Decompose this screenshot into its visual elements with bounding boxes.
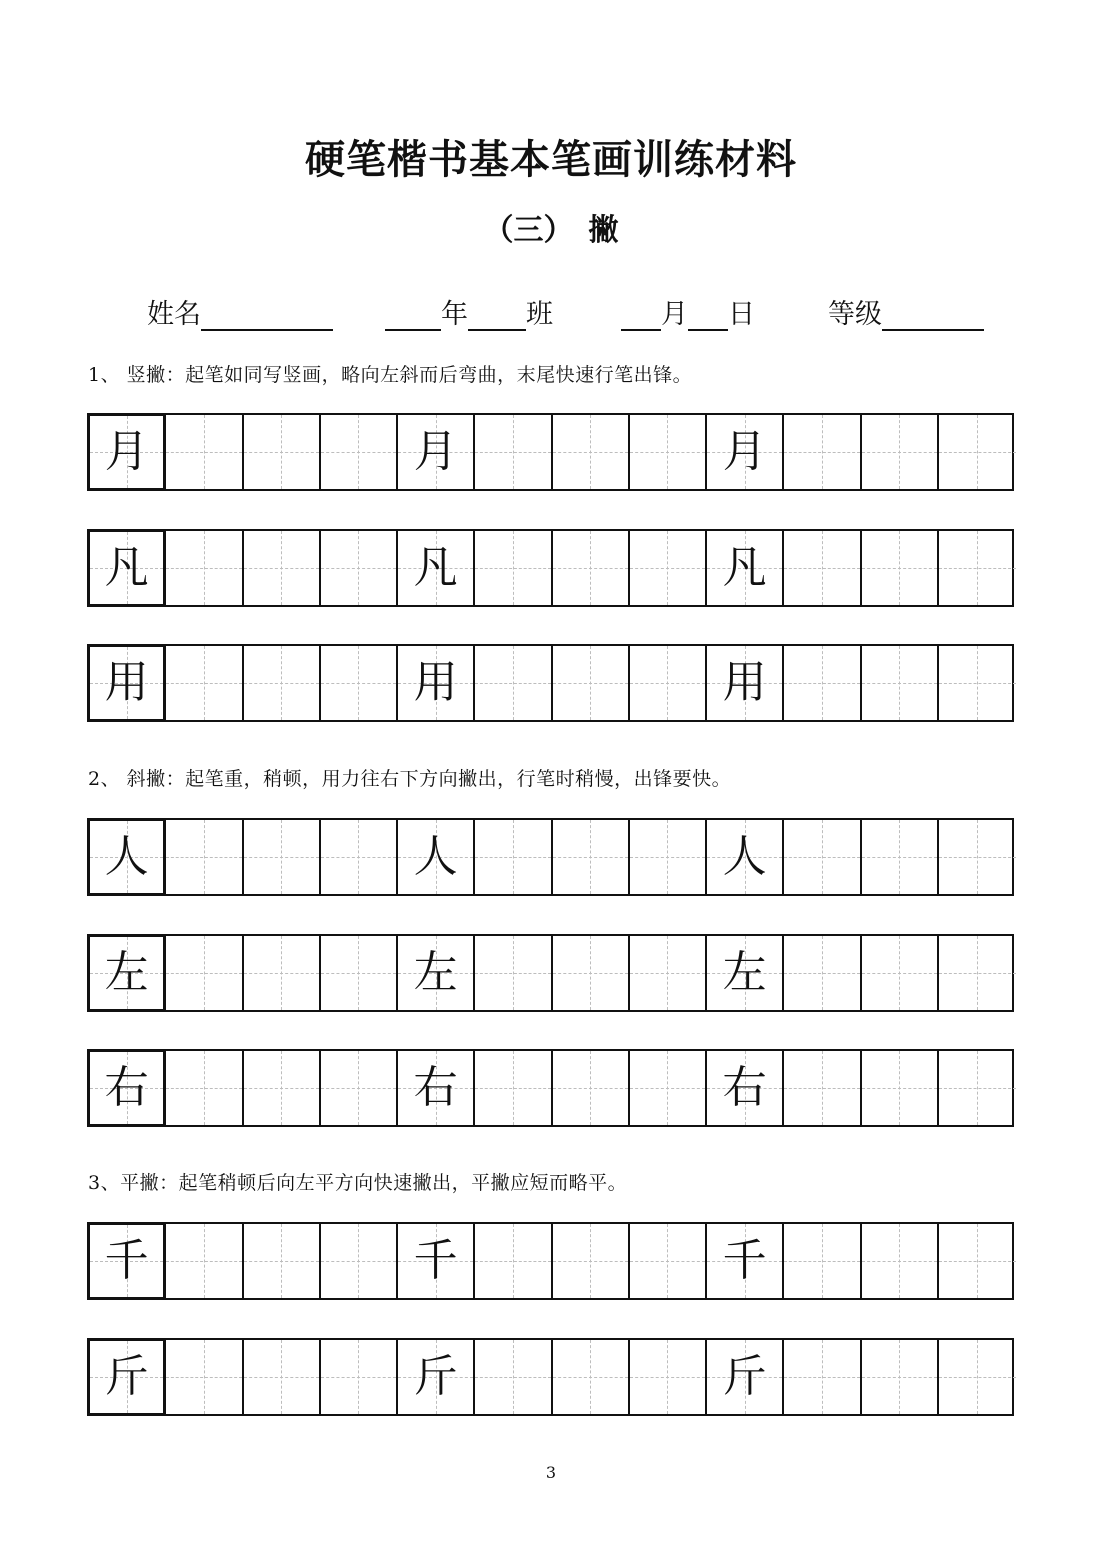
model-character: 左 xyxy=(413,947,458,998)
guide-line-vertical xyxy=(204,1224,205,1298)
practice-cell[interactable] xyxy=(630,415,707,489)
model-character: 右 xyxy=(722,1062,767,1113)
practice-cell[interactable] xyxy=(475,820,552,894)
page-title: 硬笔楷书基本笔画训练材料 xyxy=(305,137,797,183)
practice-cell[interactable] xyxy=(166,531,243,605)
practice-cell[interactable] xyxy=(244,1224,321,1298)
guide-line-vertical xyxy=(590,1051,591,1125)
level-label: 等级 xyxy=(828,299,882,330)
date-field[interactable] xyxy=(621,292,755,331)
model-character: 人 xyxy=(413,831,458,882)
model-character: 右 xyxy=(104,1062,149,1113)
model-character: 斤 xyxy=(413,1351,458,1402)
practice-cell[interactable] xyxy=(630,936,707,1010)
model-character: 千 xyxy=(413,1235,458,1286)
guide-line-vertical xyxy=(899,646,900,720)
practice-cell[interactable] xyxy=(707,1340,784,1414)
practice-cell[interactable] xyxy=(166,1340,243,1414)
practice-cell[interactable] xyxy=(862,1340,939,1414)
guide-line-vertical xyxy=(358,1051,359,1125)
practice-cell[interactable] xyxy=(707,646,784,720)
model-character: 斤 xyxy=(722,1351,767,1402)
guide-line-vertical xyxy=(204,646,205,720)
guide-line-vertical xyxy=(899,1340,900,1414)
model-character-cell[interactable] xyxy=(87,413,166,491)
model-character-cell[interactable] xyxy=(87,934,166,1012)
practice-cell[interactable] xyxy=(939,1340,1016,1414)
model-character-cell[interactable] xyxy=(87,1222,166,1300)
guide-line-vertical xyxy=(667,1224,668,1298)
practice-cell[interactable] xyxy=(630,1051,707,1125)
guide-line-vertical xyxy=(977,646,978,720)
practice-row[interactable] xyxy=(87,644,1014,722)
practice-cell[interactable] xyxy=(553,1051,630,1125)
guide-line-vertical xyxy=(977,415,978,489)
practice-cell[interactable] xyxy=(862,1051,939,1125)
section-1-description: 1、 竖撇：起笔如同写竖画，略向左斜而后弯曲，末尾快速行笔出锋。 xyxy=(88,364,693,386)
guide-line-vertical xyxy=(667,531,668,605)
practice-row[interactable] xyxy=(87,1222,1014,1300)
practice-cell[interactable] xyxy=(475,531,552,605)
guide-line-vertical xyxy=(358,415,359,489)
guide-line-vertical xyxy=(590,1340,591,1414)
practice-cell[interactable] xyxy=(784,936,861,1010)
practice-cell[interactable] xyxy=(862,646,939,720)
practice-cell[interactable] xyxy=(939,1051,1016,1125)
level-blank[interactable] xyxy=(882,299,984,331)
model-character: 月 xyxy=(104,426,149,477)
model-character-cell[interactable] xyxy=(87,1049,166,1127)
guide-line-vertical xyxy=(204,936,205,1010)
guide-line-vertical xyxy=(513,646,514,720)
guide-line-vertical xyxy=(667,415,668,489)
practice-cell[interactable] xyxy=(862,531,939,605)
model-character: 左 xyxy=(722,947,767,998)
practice-cell[interactable] xyxy=(475,415,552,489)
guide-line-vertical xyxy=(358,1224,359,1298)
guide-line-vertical xyxy=(899,820,900,894)
practice-cell[interactable] xyxy=(553,1224,630,1298)
guide-line-vertical xyxy=(281,1340,282,1414)
model-character: 用 xyxy=(722,657,767,708)
day-label: 日 xyxy=(728,299,755,330)
practice-cell[interactable] xyxy=(321,531,398,605)
practice-cell[interactable] xyxy=(166,936,243,1010)
guide-line-vertical xyxy=(977,936,978,1010)
page-subtitle: （三） 撇 xyxy=(483,213,619,248)
practice-cell[interactable] xyxy=(553,936,630,1010)
practice-cell[interactable] xyxy=(707,820,784,894)
practice-row[interactable] xyxy=(87,1049,1014,1127)
practice-cell[interactable] xyxy=(321,1224,398,1298)
guide-line-vertical xyxy=(281,1051,282,1125)
guide-line-vertical xyxy=(667,1051,668,1125)
model-character-cell[interactable] xyxy=(87,644,166,722)
guide-line-vertical xyxy=(281,936,282,1010)
practice-cell[interactable] xyxy=(398,415,475,489)
guide-line-vertical xyxy=(590,415,591,489)
practice-cell[interactable] xyxy=(553,1340,630,1414)
practice-cell[interactable] xyxy=(398,936,475,1010)
guide-line-vertical xyxy=(667,936,668,1010)
month-label: 月 xyxy=(661,299,688,330)
model-character: 人 xyxy=(722,831,767,882)
practice-cell[interactable] xyxy=(553,820,630,894)
guide-line-vertical xyxy=(590,1224,591,1298)
model-character: 凡 xyxy=(413,542,458,593)
practice-cell[interactable] xyxy=(784,1340,861,1414)
practice-cell[interactable] xyxy=(166,646,243,720)
guide-line-vertical xyxy=(899,1224,900,1298)
practice-cell[interactable] xyxy=(553,646,630,720)
guide-line-vertical xyxy=(204,415,205,489)
practice-cell[interactable] xyxy=(398,820,475,894)
guide-line-vertical xyxy=(899,1051,900,1125)
model-character: 人 xyxy=(104,831,149,882)
model-character: 斤 xyxy=(104,1351,149,1402)
section-2-description: 2、 斜撇：起笔重，稍顿，用力往右下方向撇出，行笔时稍慢，出锋要快。 xyxy=(88,768,732,790)
practice-cell[interactable] xyxy=(244,1340,321,1414)
model-character: 月 xyxy=(413,426,458,477)
guide-line-vertical xyxy=(281,820,282,894)
guide-line-vertical xyxy=(204,820,205,894)
practice-cell[interactable] xyxy=(630,820,707,894)
guide-line-vertical xyxy=(667,1340,668,1414)
practice-row[interactable] xyxy=(87,818,1014,896)
practice-cell[interactable] xyxy=(166,1224,243,1298)
practice-cell[interactable] xyxy=(398,1051,475,1125)
guide-line-vertical xyxy=(204,531,205,605)
practice-cell[interactable] xyxy=(707,415,784,489)
practice-cell[interactable] xyxy=(784,1224,861,1298)
practice-cell[interactable] xyxy=(321,936,398,1010)
guide-line-vertical xyxy=(977,1051,978,1125)
guide-line-vertical xyxy=(204,1051,205,1125)
guide-line-vertical xyxy=(899,531,900,605)
practice-cell[interactable] xyxy=(321,415,398,489)
practice-cell[interactable] xyxy=(244,531,321,605)
practice-cell[interactable] xyxy=(707,936,784,1010)
practice-cell[interactable] xyxy=(862,415,939,489)
practice-row[interactable] xyxy=(87,413,1014,491)
guide-line-vertical xyxy=(899,936,900,1010)
guide-line-vertical xyxy=(667,646,668,720)
student-info-row xyxy=(147,292,1007,336)
guide-line-vertical xyxy=(358,1340,359,1414)
practice-cell[interactable] xyxy=(321,1051,398,1125)
practice-row[interactable] xyxy=(87,934,1014,1012)
practice-cell[interactable] xyxy=(475,646,552,720)
guide-line-vertical xyxy=(513,820,514,894)
guide-line-vertical xyxy=(513,936,514,1010)
class-label: 班 xyxy=(526,299,553,330)
guide-line-vertical xyxy=(822,1224,823,1298)
practice-cell[interactable] xyxy=(939,415,1016,489)
practice-cell[interactable] xyxy=(862,1224,939,1298)
guide-line-vertical xyxy=(281,646,282,720)
month-blank[interactable] xyxy=(621,299,661,331)
model-character: 用 xyxy=(413,657,458,708)
guide-line-vertical xyxy=(590,646,591,720)
guide-line-vertical xyxy=(204,1340,205,1414)
guide-line-vertical xyxy=(281,1224,282,1298)
guide-line-vertical xyxy=(513,1340,514,1414)
guide-line-vertical xyxy=(590,531,591,605)
guide-line-vertical xyxy=(358,820,359,894)
practice-cell[interactable] xyxy=(166,820,243,894)
practice-cell[interactable] xyxy=(244,1051,321,1125)
practice-cell[interactable] xyxy=(398,531,475,605)
model-character: 右 xyxy=(413,1062,458,1113)
practice-cell[interactable] xyxy=(630,1224,707,1298)
model-character: 千 xyxy=(722,1235,767,1286)
practice-cell[interactable] xyxy=(166,415,243,489)
model-character-cell[interactable] xyxy=(87,529,166,607)
guide-line-vertical xyxy=(590,936,591,1010)
guide-line-vertical xyxy=(358,646,359,720)
practice-cell[interactable] xyxy=(784,646,861,720)
practice-cell[interactable] xyxy=(321,820,398,894)
practice-cell[interactable] xyxy=(475,1051,552,1125)
practice-cell[interactable] xyxy=(939,531,1016,605)
class-blank[interactable] xyxy=(468,299,526,331)
grade-field[interactable] xyxy=(385,292,553,331)
practice-cell[interactable] xyxy=(939,1224,1016,1298)
guide-line-vertical xyxy=(822,646,823,720)
practice-cell[interactable] xyxy=(553,415,630,489)
practice-cell[interactable] xyxy=(939,936,1016,1010)
model-character: 左 xyxy=(104,947,149,998)
section-3-description: 3、平撇：起笔稍顿后向左平方向快速撇出，平撇应短而略平。 xyxy=(88,1172,628,1194)
page-number: 3 xyxy=(545,1463,557,1482)
grade-blank[interactable] xyxy=(385,299,441,331)
guide-line-vertical xyxy=(513,1051,514,1125)
guide-line-vertical xyxy=(977,1340,978,1414)
practice-row[interactable] xyxy=(87,1338,1014,1416)
practice-row[interactable] xyxy=(87,529,1014,607)
practice-cell[interactable] xyxy=(784,415,861,489)
name-blank[interactable] xyxy=(201,299,333,331)
guide-line-vertical xyxy=(977,1224,978,1298)
practice-cell[interactable] xyxy=(244,936,321,1010)
name-field[interactable] xyxy=(147,292,333,331)
practice-cell[interactable] xyxy=(707,1224,784,1298)
practice-cell[interactable] xyxy=(939,646,1016,720)
practice-cell[interactable] xyxy=(707,531,784,605)
guide-line-vertical xyxy=(667,820,668,894)
practice-cell[interactable] xyxy=(707,1051,784,1125)
level-field[interactable] xyxy=(828,292,984,331)
practice-cell[interactable] xyxy=(630,531,707,605)
model-character: 凡 xyxy=(104,542,149,593)
practice-cell[interactable] xyxy=(784,820,861,894)
practice-cell[interactable] xyxy=(862,936,939,1010)
guide-line-vertical xyxy=(281,415,282,489)
model-character-cell[interactable] xyxy=(87,818,166,896)
guide-line-vertical xyxy=(358,936,359,1010)
day-blank[interactable] xyxy=(688,299,728,331)
guide-line-vertical xyxy=(977,531,978,605)
practice-cell[interactable] xyxy=(553,531,630,605)
guide-line-vertical xyxy=(358,531,359,605)
practice-cell[interactable] xyxy=(166,1051,243,1125)
practice-cell[interactable] xyxy=(244,415,321,489)
model-character: 凡 xyxy=(722,542,767,593)
practice-cell[interactable] xyxy=(630,646,707,720)
practice-cell[interactable] xyxy=(784,531,861,605)
practice-cell[interactable] xyxy=(630,1340,707,1414)
practice-cell[interactable] xyxy=(784,1051,861,1125)
guide-line-vertical xyxy=(822,415,823,489)
guide-line-vertical xyxy=(822,1051,823,1125)
practice-cell[interactable] xyxy=(398,1340,475,1414)
practice-cell[interactable] xyxy=(321,1340,398,1414)
practice-cell[interactable] xyxy=(244,820,321,894)
practice-cell[interactable] xyxy=(939,820,1016,894)
guide-line-vertical xyxy=(899,415,900,489)
practice-cell[interactable] xyxy=(475,1340,552,1414)
guide-line-vertical xyxy=(513,531,514,605)
model-character-cell[interactable] xyxy=(87,1338,166,1416)
model-character: 千 xyxy=(104,1235,149,1286)
guide-line-vertical xyxy=(822,936,823,1010)
model-character: 用 xyxy=(104,657,149,708)
guide-line-vertical xyxy=(281,531,282,605)
model-character: 月 xyxy=(722,426,767,477)
guide-line-vertical xyxy=(822,820,823,894)
name-label: 姓名 xyxy=(147,299,201,330)
practice-cell[interactable] xyxy=(475,1224,552,1298)
practice-cell[interactable] xyxy=(244,646,321,720)
practice-cell[interactable] xyxy=(475,936,552,1010)
practice-cell[interactable] xyxy=(398,646,475,720)
guide-line-vertical xyxy=(513,415,514,489)
guide-line-vertical xyxy=(822,1340,823,1414)
guide-line-vertical xyxy=(977,820,978,894)
guide-line-vertical xyxy=(590,820,591,894)
guide-line-vertical xyxy=(822,531,823,605)
practice-cell[interactable] xyxy=(862,820,939,894)
practice-cell[interactable] xyxy=(321,646,398,720)
grade-label: 年 xyxy=(441,299,468,330)
guide-line-vertical xyxy=(513,1224,514,1298)
practice-cell[interactable] xyxy=(398,1224,475,1298)
